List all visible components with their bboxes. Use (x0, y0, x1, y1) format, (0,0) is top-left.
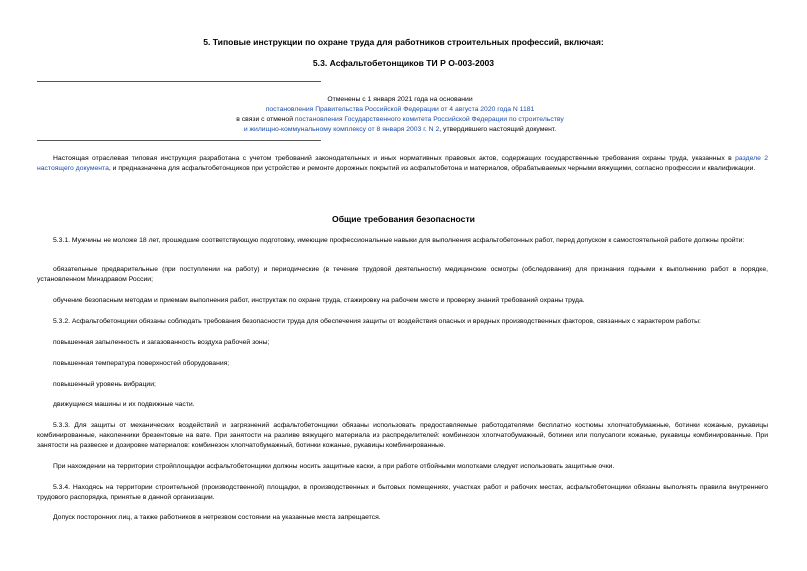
repeal-notice-prefix: в связи с отменой (236, 116, 295, 123)
decree-link-gosstroy[interactable]: постановления Государственного комитета Российской Федерации по строительству (294, 116, 564, 123)
top-divider (37, 81, 321, 82)
intro-paragraph (37, 154, 768, 174)
paragraph-5-3-4: 5.3.4. Находясь на территории строительной (производственной) площадки, в производственных и бытовых помещениях, участках работ и рабочих местах, асфальтобетонщики обязаны выполнять правила внутреннего трудового распорядка, принятые в данной организации. (37, 484, 768, 501)
intro-text-end: , и предназначена для асфальтобетонщиков при устройстве и ремонте дорожных покрытий из асфальтобетона и материалов, обрабатываемых черными вяжущими, согласно профессии и квалификации. (108, 165, 756, 172)
repeal-notice-suffix: , утвердившего настоящий документ. (439, 126, 557, 133)
hazard-machines: движущиеся машины и их подвижные части. (53, 401, 195, 408)
section-heading: Общие требования безопасности (332, 214, 475, 224)
decree-link-2003[interactable]: и жилищно-коммунальному комплексу от 8 января 2003 г. N 2 (243, 126, 440, 133)
repeal-notice-line-1: Отменены с 1 января 2021 года на основании (327, 96, 473, 103)
paragraph-access: Допуск посторонних лиц, а также работников в нетрезвом состоянии на указанные места запрещается. (53, 514, 381, 521)
paragraph-5-3-2: 5.3.2. Асфальтобетонщики обязаны соблюдать требования безопасности труда для обеспечения защиты от воздействия опасных и вредных производственных факторов, связанных с характером работы: (53, 318, 701, 325)
section-2-link[interactable]: разделе 2 настоящего документа (37, 155, 769, 172)
paragraph-medical-exams: обязательные предварительные (при поступлении на работу) и периодические (в течение трудовой деятельности) медицинские осмотры (обследования) для признания годными к выполнению работ в порядке, установленном Минздравом России; (37, 266, 768, 283)
paragraph-5-3-1: 5.3.1. Мужчины не моложе 18 лет, прошедшие соответствующую подготовку, имеющие профессиональные навыки для выполнения асфальтобетонных работ, перед допуском к самостоятельной работе должны пройти: (53, 237, 745, 244)
instruction-title: 5.3. Асфальтобетонщиков ТИ Р О-003-2003 (312, 58, 495, 68)
document-heading: 5. Типовые инструкции по охране труда для работников строительных профессий, включая: (203, 37, 604, 47)
paragraph-5-3-3: 5.3.3. Для защиты от механических воздействий и загрязнений асфальтобетонщики обязаны использовать предоставляемые работодателями бесплатно костюмы хлопчатобумажные, ботинки кожаные, рукавицы комбинированные, наколенники брезентовые на вате. При занятости на разливе вяжущего материала из распределителей: комбинезон хлопчатобумажный, ботинки или полусапоги кожаные, рукавицы комбинированные. При занятости на развеске и дозировке материалов: комбинезон хлопчатобумажный, ботинки кожаные, рукавицы комбинированные. (37, 422, 768, 449)
hazard-vibration: повышенный уровень вибрации; (53, 381, 156, 388)
bottom-divider (37, 140, 321, 141)
hazard-dust: повышенная запыленность и загазованность воздуха рабочей зоны; (53, 339, 270, 346)
paragraph-training: обучение безопасным методам и приемам выполнения работ, инструктаж по охране труда, стажировку на рабочем месте и проверку знаний требований охраны труда. (53, 297, 585, 304)
paragraph-helmets: При нахождении на территории стройплощадки асфальтобетонщики должны носить защитные каски, а при работе отбойными молотками следует использовать защитные очки. (53, 463, 615, 470)
decree-link-2020[interactable]: постановления Правительства Российской Федерации от 4 августа 2020 года N 1181 (265, 106, 535, 113)
intro-text-start: Настоящая отраслевая типовая инструкция разработана с учетом требований законодательных и иных нормативных правовых актов, содержащих государственные требования охраны труда, указанных в (53, 155, 736, 162)
hazard-temperature: повышенная температура поверхностей оборудования; (53, 360, 230, 367)
repeal-notice (80, 95, 720, 135)
